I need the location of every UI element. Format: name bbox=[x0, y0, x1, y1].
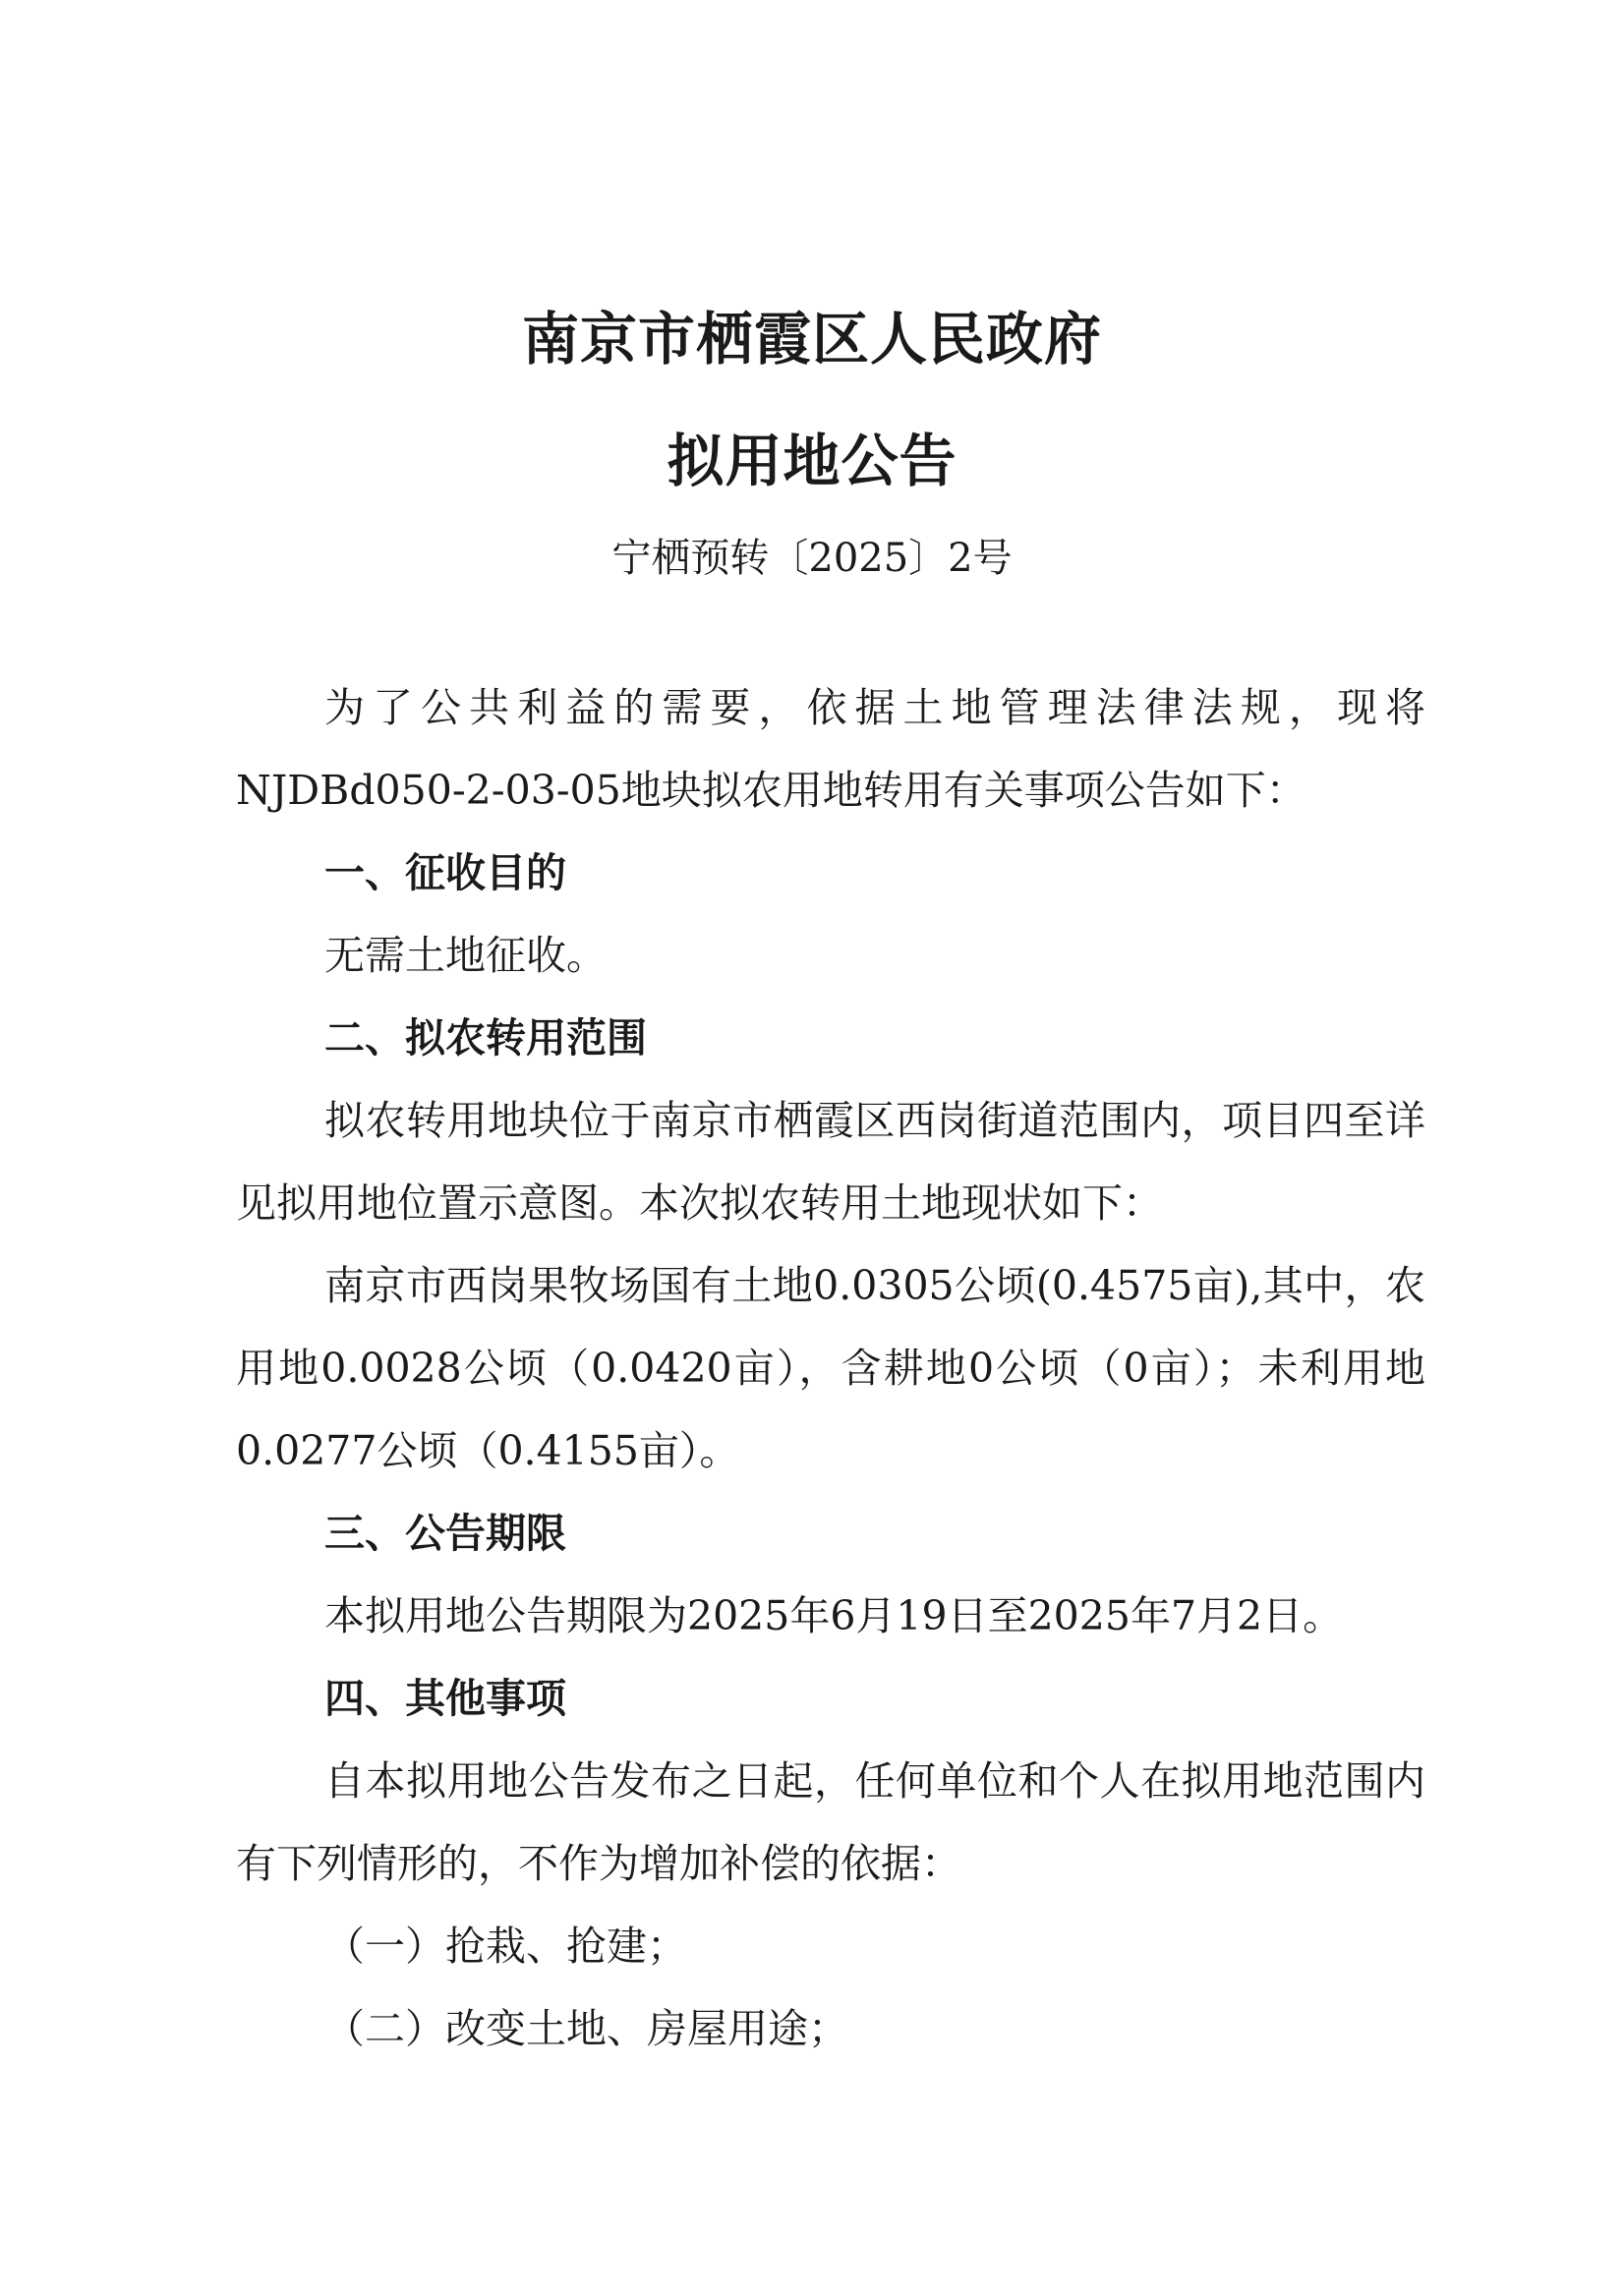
section-4-text: 自本拟用地公告发布之日起，任何单位和个人在拟用地范围内有下列情形的，不作为增加补偿的依据： bbox=[236, 1757, 1425, 1887]
section-2-heading: 二、拟农转用范围 bbox=[324, 1014, 647, 1062]
section-4-item-1: （一）抢栽、抢建； bbox=[324, 1923, 687, 1970]
section-3-text: 本拟用地公告期限为2025年6月19日至2025年7月2日。 bbox=[324, 1592, 1344, 1639]
section-1-heading: 一、征收目的 bbox=[324, 849, 566, 896]
document-title: 拟用地公告 bbox=[667, 428, 957, 494]
section-2-text-land-status: 南京市西岗果牧场国有土地0.0305公顷(0.4575亩),其中，农用地0.0028公顷（0.0420亩），含耕地0公顷（0亩）；未利用地0.0277公顷（0.4155亩）。 bbox=[236, 1262, 1425, 1474]
document-title-issuer: 南京市栖霞区人民政府 bbox=[521, 306, 1102, 373]
section-4-item-2: （二）改变土地、房屋用途； bbox=[324, 2005, 848, 2052]
section-1-text: 无需土地征收。 bbox=[324, 932, 607, 979]
section-4-heading: 四、其他事项 bbox=[324, 1675, 566, 1722]
section-2-text-location: 拟农转用地块位于南京市栖霞区西岗街道范围内，项目四至详见拟用地位置示意图。本次拟农转用土地现状如下： bbox=[236, 1097, 1425, 1227]
document-body bbox=[236, 666, 1425, 2070]
intro-paragraph: 为了公共利益的需要，依据土地管理法律法规，现将NJDBd050-2-03-05地块拟农用地转用有关事项公告如下： bbox=[236, 684, 1425, 814]
section-3-heading: 三、公告期限 bbox=[324, 1510, 566, 1557]
document-number: 宁栖预转〔2025〕2号 bbox=[611, 536, 1013, 581]
